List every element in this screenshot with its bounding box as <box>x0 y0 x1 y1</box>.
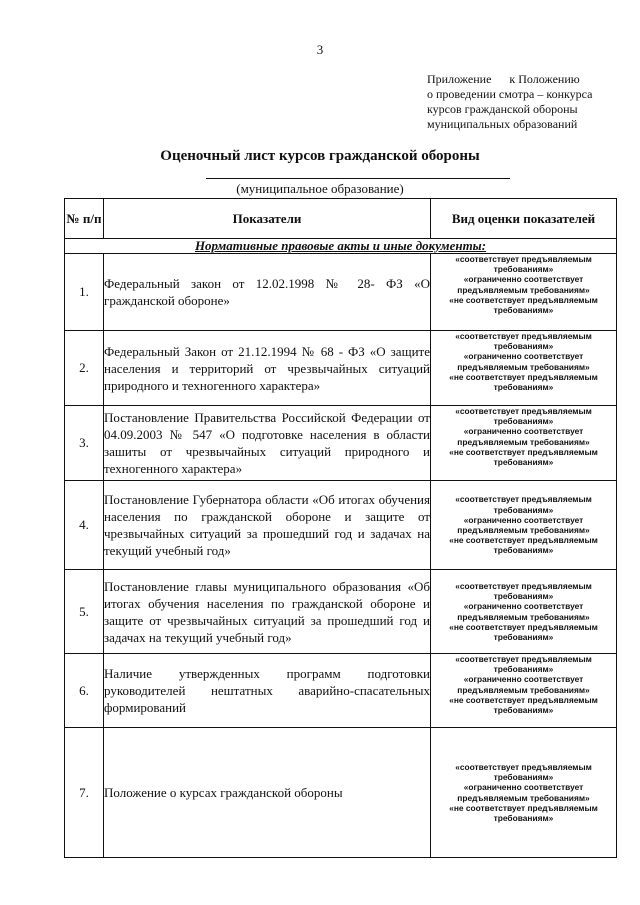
grade-conforms: «соответствует предъявляемым требованиям» <box>455 494 592 515</box>
row-number: 6. <box>65 654 104 728</box>
grade-does-not-conform: «не соответствует предъявляемым требованиям» <box>449 694 598 716</box>
header-indicators: Показатели <box>104 199 431 239</box>
row-indicator: Постановление Губернатора области «Об итогах обучения населения по гражданской обороне и защите от чрезвычайных ситуаций за прошедший год и задачах на текущий учебный год» <box>104 481 431 570</box>
row-indicator: Постановление Правительства Российской Федерации от 04.09.2003 № 547 «О подготовке населения в области зашиты от чрезвычайных ситуаций природного и техногенного характера» <box>104 406 431 481</box>
row-grade-options <box>431 654 617 728</box>
evaluation-table <box>64 198 617 858</box>
row-indicator: Федеральный Закон от 21.12.1994 № 68 - ФЗ «О защите населения и территорий от чрезвычайных ситуаций природного и техногенного характера» <box>104 331 431 406</box>
table-row <box>65 331 617 406</box>
appendix-note <box>427 72 627 132</box>
appendix-line-3: курсов гражданской обороны <box>427 102 578 116</box>
row-grade-options <box>431 406 617 481</box>
row-number: 1. <box>65 254 104 331</box>
grade-conforms: «соответствует предъявляемым требованиям» <box>455 331 592 352</box>
row-number: 7. <box>65 728 104 858</box>
appendix-line-4: муниципальных образований <box>427 117 578 131</box>
row-grade-options <box>431 481 617 570</box>
table-row <box>65 254 617 331</box>
grade-partially-conforms: «ограниченно соответствует предъявляемым требованиям» <box>457 674 590 695</box>
section-row <box>65 239 617 254</box>
appendix-line-2: о проведении смотра – конкурса <box>427 87 593 101</box>
grade-conforms: «соответствует предъявляемым требованиям» <box>455 580 592 602</box>
grade-does-not-conform: «не соответствует предъявляемым требованиям» <box>449 802 598 823</box>
grade-does-not-conform: «не соответствует предъявляемым требованиям» <box>449 294 598 316</box>
row-grade-options <box>431 331 617 406</box>
grade-conforms: «соответствует предъявляемым требованиям» <box>455 406 592 427</box>
municipality-blank-line <box>206 178 510 179</box>
table-row <box>65 570 617 654</box>
row-number: 5. <box>65 570 104 654</box>
municipality-label: (муниципальное образование) <box>236 181 404 196</box>
row-indicator: Положение о курсах гражданской обороны <box>104 728 431 858</box>
table-header-row <box>65 199 617 239</box>
table-row <box>65 654 617 728</box>
row-number: 4. <box>65 481 104 570</box>
grade-partially-conforms: «ограниченно соответствует предъявляемым требованиям» <box>457 426 590 447</box>
grade-does-not-conform: «не соответствует предъявляемым требованиям» <box>449 621 598 642</box>
grade-partially-conforms: «ограниченно соответствует предъявляемым требованиям» <box>457 514 590 535</box>
grade-conforms: «соответствует предъявляемым требованиям» <box>455 254 592 275</box>
table-row <box>65 728 617 858</box>
row-grade-options <box>431 254 617 331</box>
table-row <box>65 481 617 570</box>
header-number: № п/п <box>65 199 104 239</box>
row-number: 2. <box>65 331 104 406</box>
row-indicator: Постановление главы муниципального образования «Об итогах обучения населения по гражданской обороне и защите от чрезвычайных ситуаций за прошедший год и задачах на текущий учебный год» <box>104 570 431 654</box>
row-indicator: Федеральный закон от 12.02.1998 № 28- ФЗ «О гражданской обороне» <box>104 254 431 331</box>
section-title: Нормативные правовые акты и иные документы: <box>65 239 617 254</box>
appendix-line-1: Приложение к Положению <box>427 72 580 86</box>
grade-conforms: «соответствует предъявляемым требованиям» <box>455 654 592 675</box>
grade-partially-conforms: «ограниченно соответствует предъявляемым требованиям» <box>457 351 590 372</box>
grade-does-not-conform: «не соответствует предъявляемым требованиям» <box>449 371 598 393</box>
grade-partially-conforms: «ограниченно соответствует предъявляемым требованиям» <box>457 782 590 803</box>
grade-does-not-conform: «не соответствует предъявляемым требованиям» <box>449 535 598 556</box>
grade-partially-conforms: «ограниченно соответствует предъявляемым требованиям» <box>457 274 590 295</box>
grade-does-not-conform: «не соответствует предъявляемым требованиям» <box>449 446 598 468</box>
row-number: 3. <box>65 406 104 481</box>
header-grade-type: Вид оценки показателей <box>431 199 617 239</box>
row-grade-options <box>431 728 617 858</box>
row-indicator: Наличие утвержденных программ подготовки руководителей нештатных аварийно-спасательных формирований <box>104 654 431 728</box>
document-title: Оценочный лист курсов гражданской обороны <box>160 148 480 164</box>
grade-partially-conforms: «ограниченно соответствует предъявляемым требованиям» <box>457 601 590 622</box>
row-grade-options <box>431 570 617 654</box>
grade-conforms: «соответствует предъявляемым требованиям» <box>455 761 592 783</box>
table-row <box>65 406 617 481</box>
page-number: 3 <box>316 42 324 57</box>
